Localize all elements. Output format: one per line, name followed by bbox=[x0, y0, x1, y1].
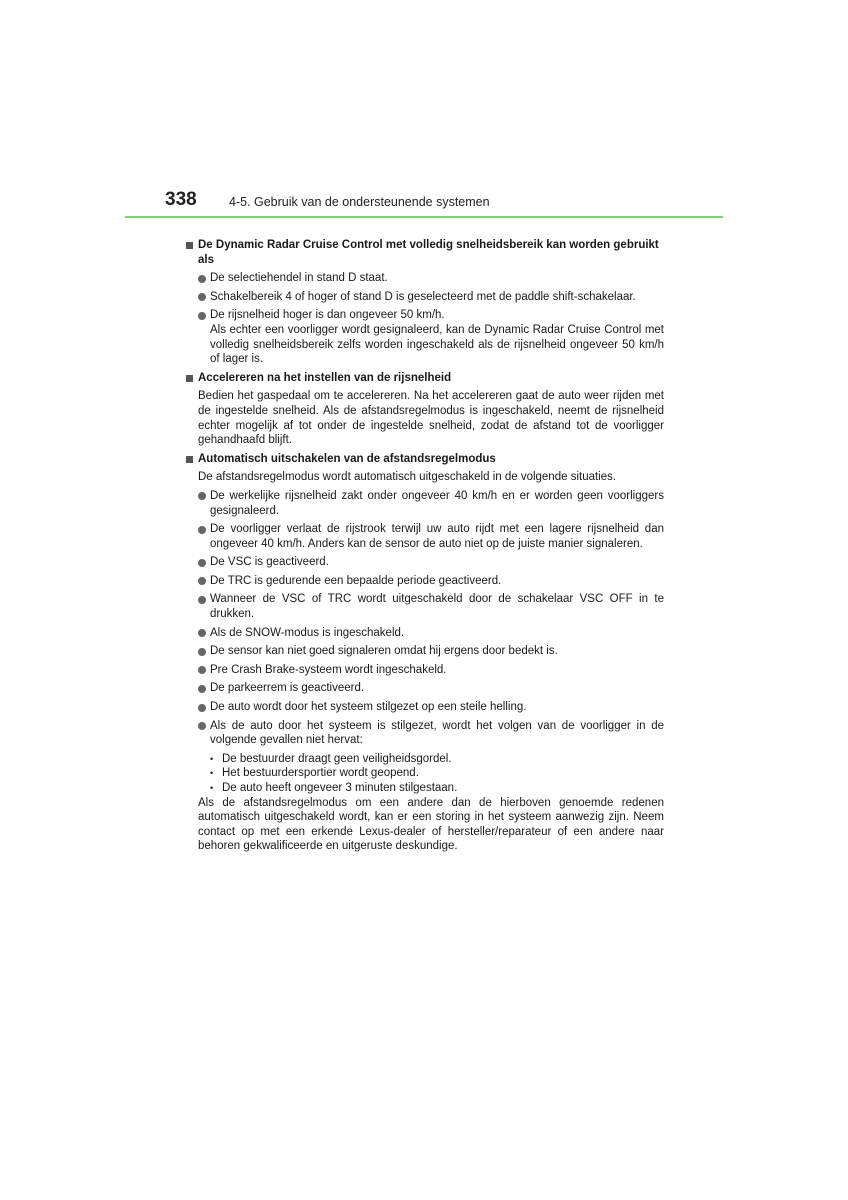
section-heading: De Dynamic Radar Cruise Control met volledig snelheidsbereik kan worden gebruikt als bbox=[186, 238, 664, 267]
sub-list bbox=[186, 752, 664, 796]
paragraph: De afstandsregelmodus wordt automatisch uitgeschakeld in de volgende situaties. bbox=[198, 471, 617, 484]
page-content bbox=[186, 238, 664, 854]
list-item bbox=[186, 308, 664, 366]
list-item: Wanneer de VSC of TRC wordt uitgeschakeld door de schakelaar VSC OFF in te drukken. bbox=[186, 592, 664, 621]
list-item: De VSC is geactiveerd. bbox=[186, 555, 664, 570]
sub-list-item: • De auto heeft ongeveer 3 minuten stilgestaan. bbox=[210, 781, 664, 796]
section-heading: Automatisch uitschakelen van de afstandsregelmodus bbox=[186, 452, 664, 467]
closing-paragraph: Als de afstandsregelmodus om een andere dan de hierboven genoemde redenen automatisch uitgeschakeld wordt, kan er een storing in het systeem aanwezig zijn. Neem contact op met een erkende Lexus-dealer of hersteller/reparateur of een andere naar behoren gekwalificeerde en uitgeruste deskundige. bbox=[198, 796, 664, 853]
list-item: De TRC is gedurende een bepaalde periode geactiveerd. bbox=[186, 574, 664, 589]
sub-list-item: • Het bestuurdersportier wordt geopend. bbox=[210, 766, 664, 781]
list-item: De auto wordt door het systeem stilgezet op een steile helling. bbox=[186, 700, 664, 715]
list-item: Schakelbereik 4 of hoger of stand D is geselecteerd met de paddle shift-schakelaar. bbox=[186, 290, 664, 305]
section-heading: Accelereren na het instellen van de rijsnelheid bbox=[186, 371, 664, 386]
paragraph: Bedien het gaspedaal om te accelereren. Na het accelereren gaat de auto weer rijden met de ingestelde snelheid. Als de afstandsregelmodus is ingeschakeld, neemt de rijsnelheid echter mogelijk af tot onder de ingestelde snelheid, zodat de afstand tot de voorligger gehandhaafd blijft. bbox=[198, 390, 664, 447]
list-item: De selectiehendel in stand D staat. bbox=[186, 271, 664, 286]
list-item-note: Als echter een voorligger wordt gesignaleerd, kan de Dynamic Radar Cruise Control met volledig snelheidsbereik zelfs worden ingeschakeld als de rijsnelheid ongeveer 50 km/h of lager is. bbox=[210, 323, 664, 366]
list-item: De parkeerrem is geactiveerd. bbox=[186, 681, 664, 696]
list-item: De sensor kan niet goed signaleren omdat hij ergens door bedekt is. bbox=[186, 644, 664, 659]
header-divider bbox=[125, 216, 723, 218]
list-item: Als de SNOW-modus is ingeschakeld. bbox=[186, 626, 664, 641]
section-title: 4-5. Gebruik van de ondersteunende systemen bbox=[229, 195, 490, 209]
list-item: De voorligger verlaat de rijstrook terwijl uw auto rijdt met een lagere rijsnelheid dan ongeveer 40 km/h. Anders kan de sensor de auto niet op de juiste manier signaleren. bbox=[186, 522, 664, 551]
list-item-text: De rijsnelheid hoger is dan ongeveer 50 km/h. bbox=[210, 309, 445, 322]
list-item: Als de auto door het systeem is stilgezet, wordt het volgen van de voorligger in de volgende gevallen niet hervat: bbox=[186, 719, 664, 748]
list-item: De werkelijke rijsnelheid zakt onder ongeveer 40 km/h en er worden geen voorliggers gesignaleerd. bbox=[186, 489, 664, 518]
list-item: Pre Crash Brake-systeem wordt ingeschakeld. bbox=[186, 663, 664, 678]
page-number: 338 bbox=[165, 189, 197, 210]
sub-list-item: • De bestuurder draagt geen veiligheidsgordel. bbox=[210, 752, 664, 767]
